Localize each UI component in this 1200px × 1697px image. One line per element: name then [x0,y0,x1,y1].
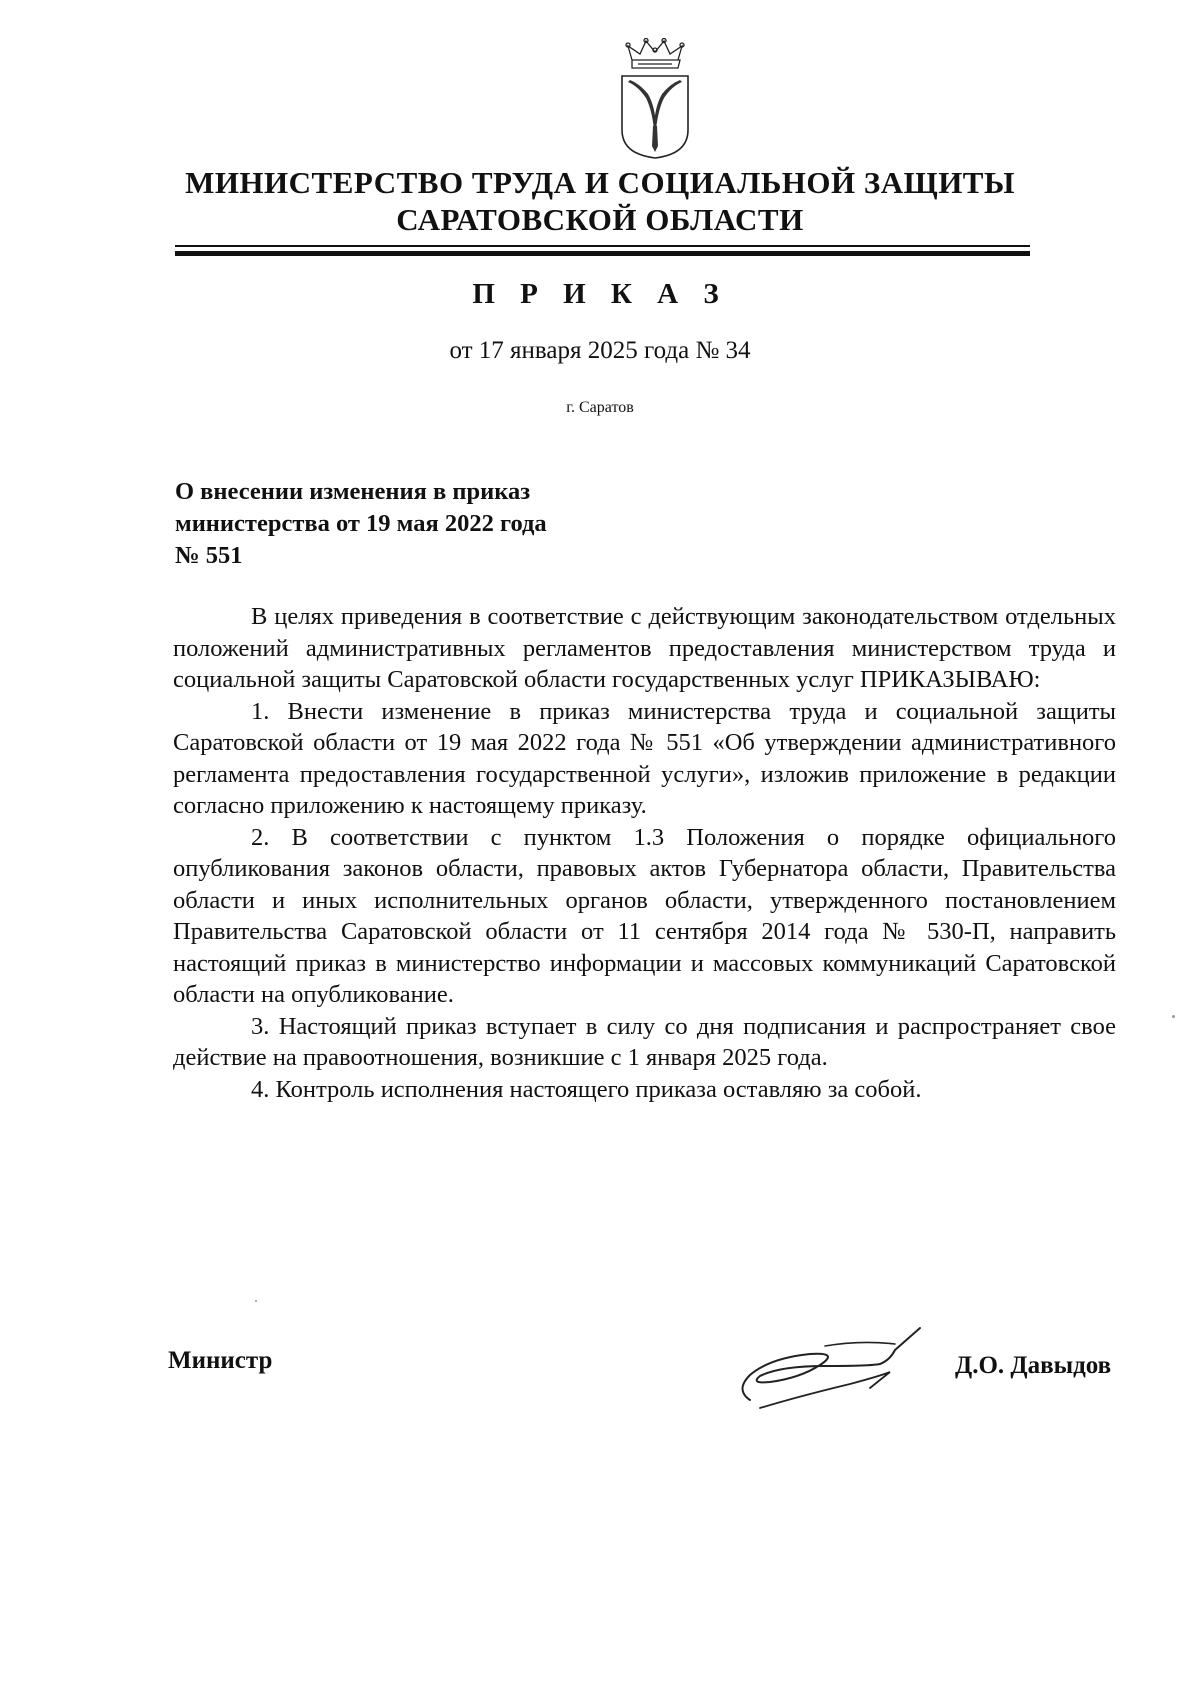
order-item-4: 4. Контроль исполнения настоящего приказа оставляю за собой. [251,1075,922,1103]
order-item-1: 1. Внести изменение в приказ министерства труда и социальной защиты Саратовской области от 19 мая 2022 года № 551 «Об утверждении административного регламента предоставления государственной услуги», изложив приложение в редакции согласно приложению к настоящему приказу. [173,697,1116,819]
document-city: г. Саратов [566,399,634,416]
order-subject [175,476,655,572]
header-divider-thin [175,245,1030,247]
saratov-coat-of-arms-icon [618,38,692,160]
scan-speck [255,1300,257,1302]
order-body [173,601,1116,1105]
order-item-2: 2. В соответствии с пунктом 1.3 Положения о порядке официального опубликования законов области, правовых актов Губернатора области, Правительства области и иных исполнительных органов области, утвержденного постановлением Правительства Саратовской области от 11 сентября 2014 года № 530-П, направить настоящий приказ в министерство информации и массовых коммуникаций Саратовской области на опубликование. [173,823,1116,1008]
subject-line: № 551 [175,542,243,569]
order-item-3: 3. Настоящий приказ вступает в силу со дня подписания и распространяет свое действие на правоотношения, возникшие с 1 января 2025 года. [173,1012,1116,1071]
ministry-name-line1: МИНИСТЕРСТВО ТРУДА И СОЦИАЛЬНОЙ ЗАЩИТЫ [185,165,1015,200]
header-divider-thick [175,251,1030,256]
ministry-name-line2: САРАТОВСКОЙ ОБЛАСТИ [396,202,804,237]
preamble-paragraph: В целях приведения в соответствие с действующим законодательством отдельных положений административных регламентов предоставления министерством труда и социальной защиты Саратовской области государственных услуг ПРИКАЗЫВАЮ: [173,603,1116,693]
scan-speck [1172,1015,1175,1018]
document-type-title: П Р И К А З [472,278,728,310]
document-date-number: от 17 января 2025 года № 34 [449,337,751,364]
handwritten-signature-icon [730,1320,930,1415]
subject-line: О внесении изменения в приказ [175,478,531,505]
signer-title: Министр [168,1347,273,1374]
subject-line: министерства от 19 мая 2022 года [175,510,547,537]
signer-name: Д.О. Давыдов [955,1352,1112,1379]
